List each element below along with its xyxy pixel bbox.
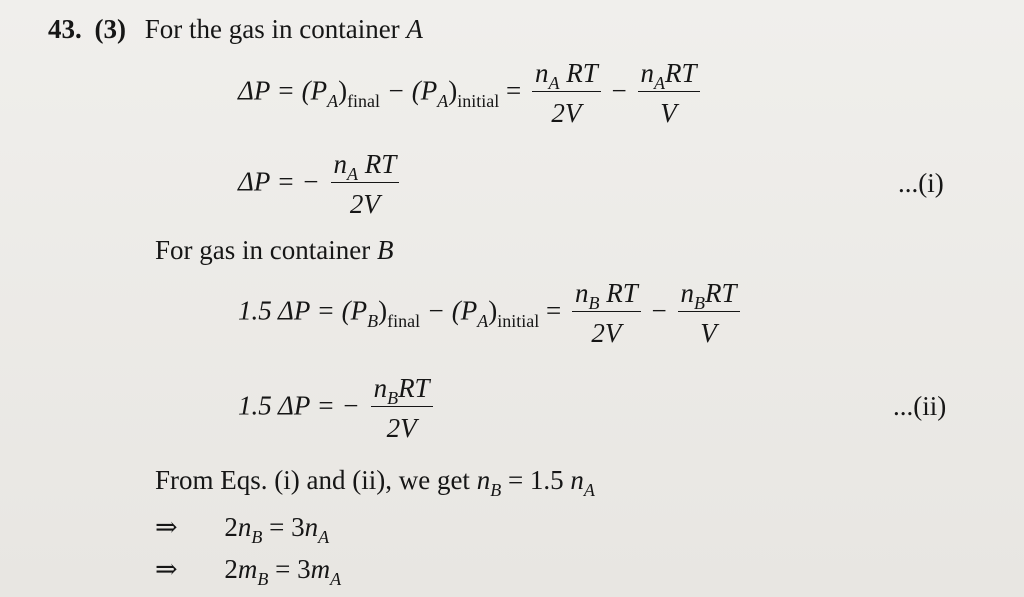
eq3-sub-final: final	[387, 310, 421, 331]
equation-2	[238, 151, 403, 218]
conclusion-n1: n	[476, 465, 491, 495]
eq3-equals: =	[539, 295, 562, 326]
conclusion-n1-sub: B	[490, 480, 502, 500]
step-1	[155, 512, 330, 547]
conclusion-eq: = 1.5	[501, 465, 571, 495]
eq3-sub-initial: initial	[497, 310, 540, 331]
eq1-frac2-den: V	[660, 98, 677, 128]
eq3-minus: −	[651, 295, 667, 326]
conclusion-n2: n	[570, 465, 584, 495]
equation-1	[238, 60, 704, 127]
implies-arrow-1: ⇒	[155, 512, 178, 542]
answer-option: (3)	[94, 14, 126, 44]
eq4-lhs: 1.5 ΔP = −	[238, 390, 360, 421]
eq3-frac1-num-rest: RT	[599, 278, 638, 308]
eq4-num-sub: B	[387, 388, 399, 408]
implies-arrow-2: ⇒	[155, 554, 178, 584]
conclusion-text: From Eqs. (i) and (ii), we get	[155, 465, 477, 495]
step1-rhs-sub: A	[318, 527, 330, 547]
eq1-fraction-2	[638, 60, 700, 127]
eq4-fraction	[371, 375, 433, 442]
eq3-mid2: − (P	[420, 295, 478, 326]
eq1-frac2-num-n: n	[640, 58, 655, 88]
step-2	[155, 554, 342, 589]
eq4-den: 2V	[386, 413, 417, 443]
eq3-frac2-num-sub: B	[694, 293, 706, 313]
eq1-frac1-num-rest: RT	[559, 58, 598, 88]
eq3-frac1-den: 2V	[591, 318, 622, 348]
problem-number: 43.	[48, 14, 82, 44]
step2-rhs-sub: A	[330, 569, 342, 589]
eq1-frac2-num-sub: A	[654, 73, 666, 93]
step1-lhs-coef: 2	[224, 512, 238, 542]
eq2-den: 2V	[349, 189, 380, 219]
step2-lhs-var: m	[237, 554, 258, 584]
eq2-lhs: ΔP = −	[238, 166, 320, 197]
step1-eq: = 3	[262, 512, 305, 542]
heading-container-b	[155, 237, 393, 264]
step2-eq: = 3	[268, 554, 311, 584]
eq3-mid1: )	[378, 295, 388, 326]
problem-heading	[48, 16, 423, 43]
eq3-frac2-den: V	[700, 318, 717, 348]
eq-label-i: ...(i)	[898, 168, 944, 198]
eq1-sub-initial: initial	[457, 90, 500, 111]
eq1-mid1: )	[338, 75, 348, 106]
eq1-sub-final: final	[347, 90, 381, 111]
eq2-num-rest: RT	[358, 149, 397, 179]
eq1-mid3: )	[448, 75, 458, 106]
eq3-sub1: B	[367, 310, 379, 331]
eq1-sub1: A	[327, 90, 339, 111]
eq1-frac1-num-n: n	[535, 58, 549, 88]
step2-lhs-coef: 2	[224, 554, 238, 584]
conclusion-n2-sub: A	[583, 480, 595, 500]
heading-text: For the gas in container	[144, 14, 400, 44]
eq3-mid3: )	[488, 295, 498, 326]
eq3-lhs: 1.5 ΔP = (P	[238, 295, 368, 326]
eq1-minus: −	[611, 75, 627, 106]
step1-rhs-var: n	[304, 512, 319, 542]
eq1-frac1-den: 2V	[551, 98, 582, 128]
eq3-frac1-num-n: n	[575, 278, 589, 308]
eq3-frac2-num-n: n	[680, 278, 695, 308]
eq1-lhs: ΔP = (P	[238, 75, 328, 106]
eq2-fraction	[331, 151, 400, 218]
eq-label-ii: ...(ii)	[893, 391, 947, 421]
conclusion-line	[155, 465, 595, 500]
eq3-fraction-2	[678, 280, 740, 347]
eq1-frac2-num-rest: RT	[665, 58, 697, 88]
heading-b-variable: B	[376, 235, 394, 265]
eq1-fraction-1	[532, 60, 601, 127]
eq1-frac1-num-sub: A	[548, 73, 560, 93]
step2-lhs-sub: B	[257, 569, 269, 589]
eq1-equals: =	[499, 75, 522, 106]
eq2-num-n: n	[333, 149, 348, 179]
eq3-sub2: A	[477, 310, 489, 331]
heading-b-text: For gas in container	[155, 235, 371, 265]
step1-lhs-var: n	[237, 512, 252, 542]
eq4-num-rest: RT	[398, 373, 430, 403]
heading-variable: A	[406, 14, 423, 44]
eq3-frac1-num-sub: B	[588, 293, 600, 313]
equation-4	[238, 375, 437, 442]
eq3-fraction-1	[572, 280, 641, 347]
eq1-sub2: A	[437, 90, 449, 111]
eq4-num-n: n	[373, 373, 388, 403]
eq2-num-sub: A	[347, 164, 359, 184]
equation-3	[238, 280, 744, 347]
step2-rhs-var: m	[310, 554, 331, 584]
eq1-mid2: − (P	[380, 75, 438, 106]
eq3-frac2-num-rest: RT	[705, 278, 737, 308]
step1-lhs-sub: B	[251, 527, 263, 547]
